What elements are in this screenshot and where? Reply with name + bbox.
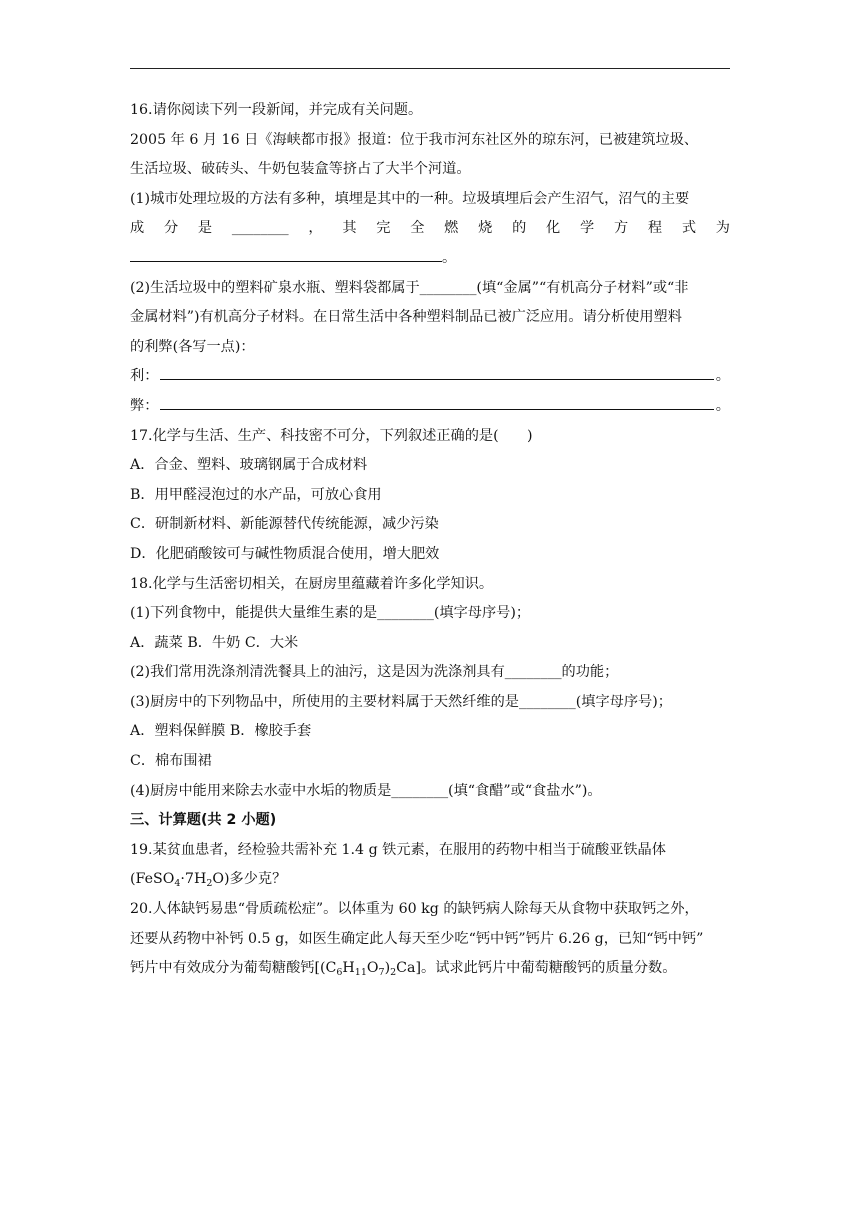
q18-part1-options: A．蔬菜 B．牛奶 C．大米 <box>130 634 299 651</box>
q16-p1-char: 全 <box>410 220 425 237</box>
q20-line2: 还要从药物中补钙 0.5 g，如医生确定此人每天至少吃“钙中钙”钙片 6.26 g，已知“钙中钙” <box>130 930 704 947</box>
q19-line2 <box>130 865 730 895</box>
q20-text-part: O <box>366 960 379 977</box>
q17-option-a[interactable]: A．合金、塑料、玻璃钢属于合成材料 <box>130 457 368 474</box>
q16-p1-char: 分 <box>163 220 179 237</box>
q20-line3 <box>130 954 730 984</box>
q16-con-end: 。 <box>715 397 730 414</box>
q20-subscript: 7 <box>378 967 385 979</box>
q16-p1-char: ， <box>308 220 323 237</box>
q16-p1-char: 完 <box>376 220 391 237</box>
q19-line1: 19.某贫血患者，经检验共需补充 1.4 g 铁元素，在服用的药物中相当于硫酸亚铁晶体 <box>130 841 666 858</box>
q16-p1-end: 。 <box>442 249 457 266</box>
q19-formula-part: (FeSO <box>130 871 175 888</box>
q16-pro-end: 。 <box>715 368 730 385</box>
q16-news-line2: 生活垃圾、破砖头、牛奶包装盒等挤占了大半个河道。 <box>130 161 471 178</box>
q16-p1-char: 是 <box>197 220 213 237</box>
q19-formula-part: O)多少克？ <box>212 871 287 888</box>
q16-equation-blank[interactable] <box>130 246 442 262</box>
q20-text-part: H <box>342 960 355 977</box>
q16-pro-blank[interactable] <box>160 364 713 380</box>
q16-con-line <box>130 392 730 422</box>
q20-text-part: Ca]。试求此钙片中葡萄糖酸钙的质量分数。 <box>396 960 677 977</box>
q17-option-d[interactable]: D．化肥硝酸铵可与碱性物质混合使用，增大肥效 <box>130 545 440 562</box>
q16-p1-char: 化 <box>546 220 561 237</box>
q16-part1-line1: (1)城市处理垃圾的方法有多种，填埋是其中的一种。垃圾填埋后会产生沼气，沼气的主要 <box>130 190 690 207</box>
q18-part3-option-c: C．棉布围裙 <box>130 753 212 770</box>
q16-p1-char: 成 <box>130 220 145 237</box>
q18-part2: (2)我们常用洗涤剂清洗餐具上的油污，这是因为洗涤剂具有________的功能； <box>130 664 619 681</box>
q16-p1-char: 其 <box>342 220 357 237</box>
q17-option-b[interactable]: B．用甲醛浸泡过的水产品，可放心食用 <box>130 486 382 503</box>
q20-subscript: 11 <box>354 967 367 979</box>
q16-part2-line3: 的利弊(各写一点)： <box>130 338 255 355</box>
q18-part3: (3)厨房中的下列物品中，所使用的主要材料属于天然纤维的是________(填字母序号)； <box>130 693 672 710</box>
q20-subscript: 6 <box>336 967 343 979</box>
q16-news-line1: 2005 年 6 月 16 日《海峡都市报》报道：位于我市河东社区外的琼东河，已被建筑垃圾、 <box>130 131 699 148</box>
q20-subscript: 2 <box>390 967 397 979</box>
q18-title: 18.化学与生活密切相关，在厨房里蕴藏着许多化学知识。 <box>130 575 494 592</box>
q16-p1-char: 方 <box>613 220 629 237</box>
q16-title: 16.请你阅读下列一段新闻，并完成有关问题。 <box>130 102 423 118</box>
q20-text-part: ) <box>384 960 391 977</box>
q16-p1-char: 为 <box>715 220 730 237</box>
q16-con-label: 弊： <box>130 397 159 414</box>
q20-line1: 20.人体缺钙易患“骨质疏松症”。以体重为 60 kg 的缺钙病人除每天从食物中获取钙之外， <box>130 901 699 918</box>
q16-part1-line2 <box>130 214 730 244</box>
q20-text-part: 钙片中有效成分为葡萄糖酸钙[(C <box>130 960 337 977</box>
q16-p1-char: 的 <box>512 220 527 237</box>
q19-formula-part: ·7H <box>180 871 207 888</box>
q18-part3-options-ab: A．塑料保鲜膜 B．橡胶手套 <box>130 723 312 740</box>
q16-p1-char: 式 <box>681 220 697 237</box>
q19-subscript: 4 <box>174 878 181 890</box>
q19-subscript: 2 <box>206 878 213 890</box>
q16-pro-line <box>130 362 730 392</box>
q18-part1: (1)下列食物中，能提供大量维生素的是________(填字母序号)； <box>130 605 531 622</box>
q17-option-c[interactable]: C．研制新材料、新能源替代传统能源，减少污染 <box>130 516 439 533</box>
q16-con-blank[interactable] <box>160 394 713 410</box>
header-rule <box>130 68 730 69</box>
q16-p1-char: 学 <box>579 220 595 237</box>
q16-part2-line2: 金属材料”)有机高分子材料。在日常生活中各种塑料制品已被广泛应用。请分析使用塑料 <box>130 309 682 326</box>
q16-p1-char: 烧 <box>478 220 493 237</box>
section-heading-calculation: 三、计算题(共 2 小题) <box>130 812 277 829</box>
q16-p1-char: 程 <box>647 220 663 237</box>
q16-p1-char: 燃 <box>444 220 459 237</box>
q16-part1-line3 <box>130 244 730 274</box>
q17-title: 17.化学与生活、生产、科技密不可分，下列叙述正确的是( ) <box>130 427 533 444</box>
document-body <box>130 96 730 984</box>
q16-part2-line1: (2)生活垃圾中的塑料矿泉水瓶、塑料袋都属于________(填“金属”“有机高分子材料”或“非 <box>130 279 689 296</box>
q16-p1-blank[interactable]: ________ <box>231 220 289 237</box>
q18-part4: (4)厨房中能用来除去水壶中水垢的物质是________(填“食醋”或“食盐水”)。 <box>130 782 602 799</box>
q16-pro-label: 利： <box>130 368 159 385</box>
